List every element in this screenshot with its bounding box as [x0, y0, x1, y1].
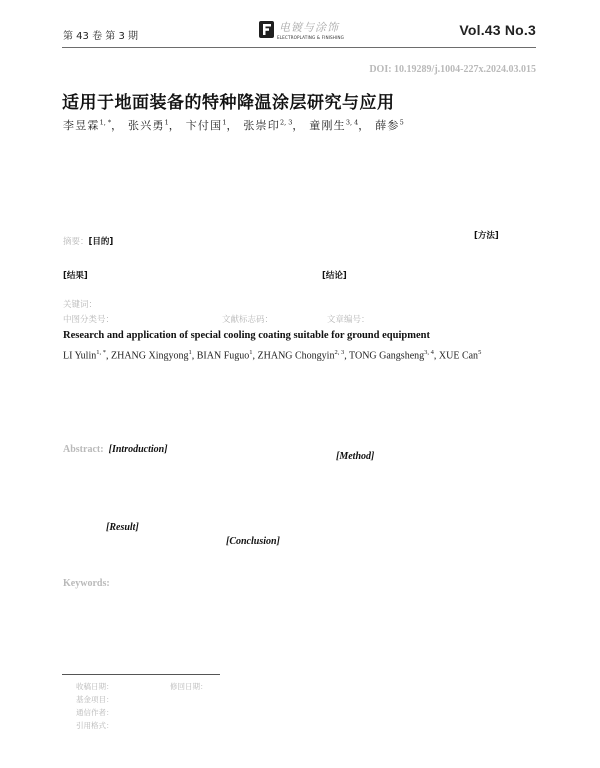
abstract-conclusion-cn: [结论] [322, 271, 347, 281]
journal-logo-icon [259, 21, 274, 38]
author-affiliation: 1, * [96, 349, 106, 356]
author-name: 李昱霖 [63, 119, 100, 132]
author-name: ZHANG Xingyong [111, 350, 189, 362]
citation-format-label: 引用格式： [76, 721, 114, 730]
abstract-result-en: [Result] [106, 522, 139, 533]
doi[interactable]: DOI: 10.19289/j.1004-227x.2024.03.015 [369, 64, 536, 75]
author-affiliation: 2, 3 [279, 118, 293, 127]
author-list-cn: 李昱霖$^{1, *}$， 张兴勇$^1$， 卞付国$^1$， 张崇印$^{2, 3}$， 童刚生$^{3, 4}$， 薛参$^5$ [63, 118, 404, 132]
author-name: TONG Gangsheng [349, 350, 425, 362]
fund-project-label: 基金项目： [76, 695, 114, 704]
abstract-method-cn: [方法] [474, 231, 499, 241]
header-divider [62, 47, 536, 48]
journal-logo-english: ELECTROPLATING & FINISHING [277, 35, 344, 40]
author-name: BIAN Fuguo [196, 350, 250, 362]
abstract-label-en: Abstract: [63, 444, 104, 455]
abstract-introduction-en: [Introduction] [108, 444, 168, 455]
keywords-label-en: Keywords: [63, 578, 110, 589]
author-name: 张兴勇 [128, 119, 165, 132]
author-affiliation: 1 [164, 118, 169, 127]
author-name: 薛参 [375, 119, 400, 132]
journal-logo-script: 电镀与涂饰 [279, 21, 339, 34]
author-affiliation: 3, 4 [424, 349, 434, 356]
journal-issue-cn: 第 43 卷 第 3 期 [63, 31, 138, 42]
abstract-introduction-cn: [目的] [88, 237, 114, 247]
abstract-label-cn: 摘要： [63, 237, 89, 247]
author-affiliation: 1 [249, 349, 253, 356]
author-affiliation: 5 [478, 349, 482, 356]
keywords-label-cn: 关键词： [63, 300, 98, 310]
clc-number-label: 中图分类号： [63, 315, 115, 325]
corresponding-author-label: 通信作者： [76, 708, 114, 717]
author-affiliation: 2, 3 [334, 349, 345, 356]
footnote-divider [62, 674, 220, 675]
author-name: LI Yulin [63, 350, 97, 362]
author-name: 童刚生 [309, 119, 346, 132]
author-name: ZHANG Chongyin [257, 350, 335, 362]
journal-volume-en: Vol.43 No.3 [459, 22, 536, 38]
abstract-method-en: [Method] [336, 451, 375, 462]
author-name: 张崇印 [243, 119, 280, 132]
author-affiliation: 1, * [99, 118, 112, 127]
author-name: XUE Can [438, 350, 479, 362]
author-name: 卞付国 [185, 119, 223, 132]
abstract-conclusion-en: [Conclusion] [226, 536, 280, 547]
revised-date-label: 修回日期： [170, 682, 208, 691]
abstract-result-cn: [结果] [63, 271, 88, 281]
received-date-label: 收稿日期： [76, 682, 114, 691]
page-title-en: Research and application of special cooling coating suitable for ground equipment [63, 330, 430, 341]
abstract-cn-start [63, 229, 113, 248]
author-affiliation: 1 [188, 349, 192, 356]
page-title-cn: 适用于地面装备的特种降温涂层研究与应用 [62, 93, 395, 113]
author-list-en: LI Yulin$^{1, *}$, ZHANG Xingyong$^1$, BIAN Fuguo$^1$, ZHANG Chongyin$^{2, 3}$, TONG Gangsheng$^{3, 4}$, XUE Can$^5$ [63, 349, 482, 362]
author-affiliation: 1 [222, 118, 227, 127]
article-number-label: 文章编号： [327, 315, 370, 325]
author-affiliation: 3, 4 [345, 118, 359, 127]
abstract-en-start [63, 437, 168, 456]
document-code-label: 文献标志码： [222, 315, 274, 325]
journal-logo [259, 16, 343, 46]
author-affiliation: 5 [399, 118, 404, 127]
